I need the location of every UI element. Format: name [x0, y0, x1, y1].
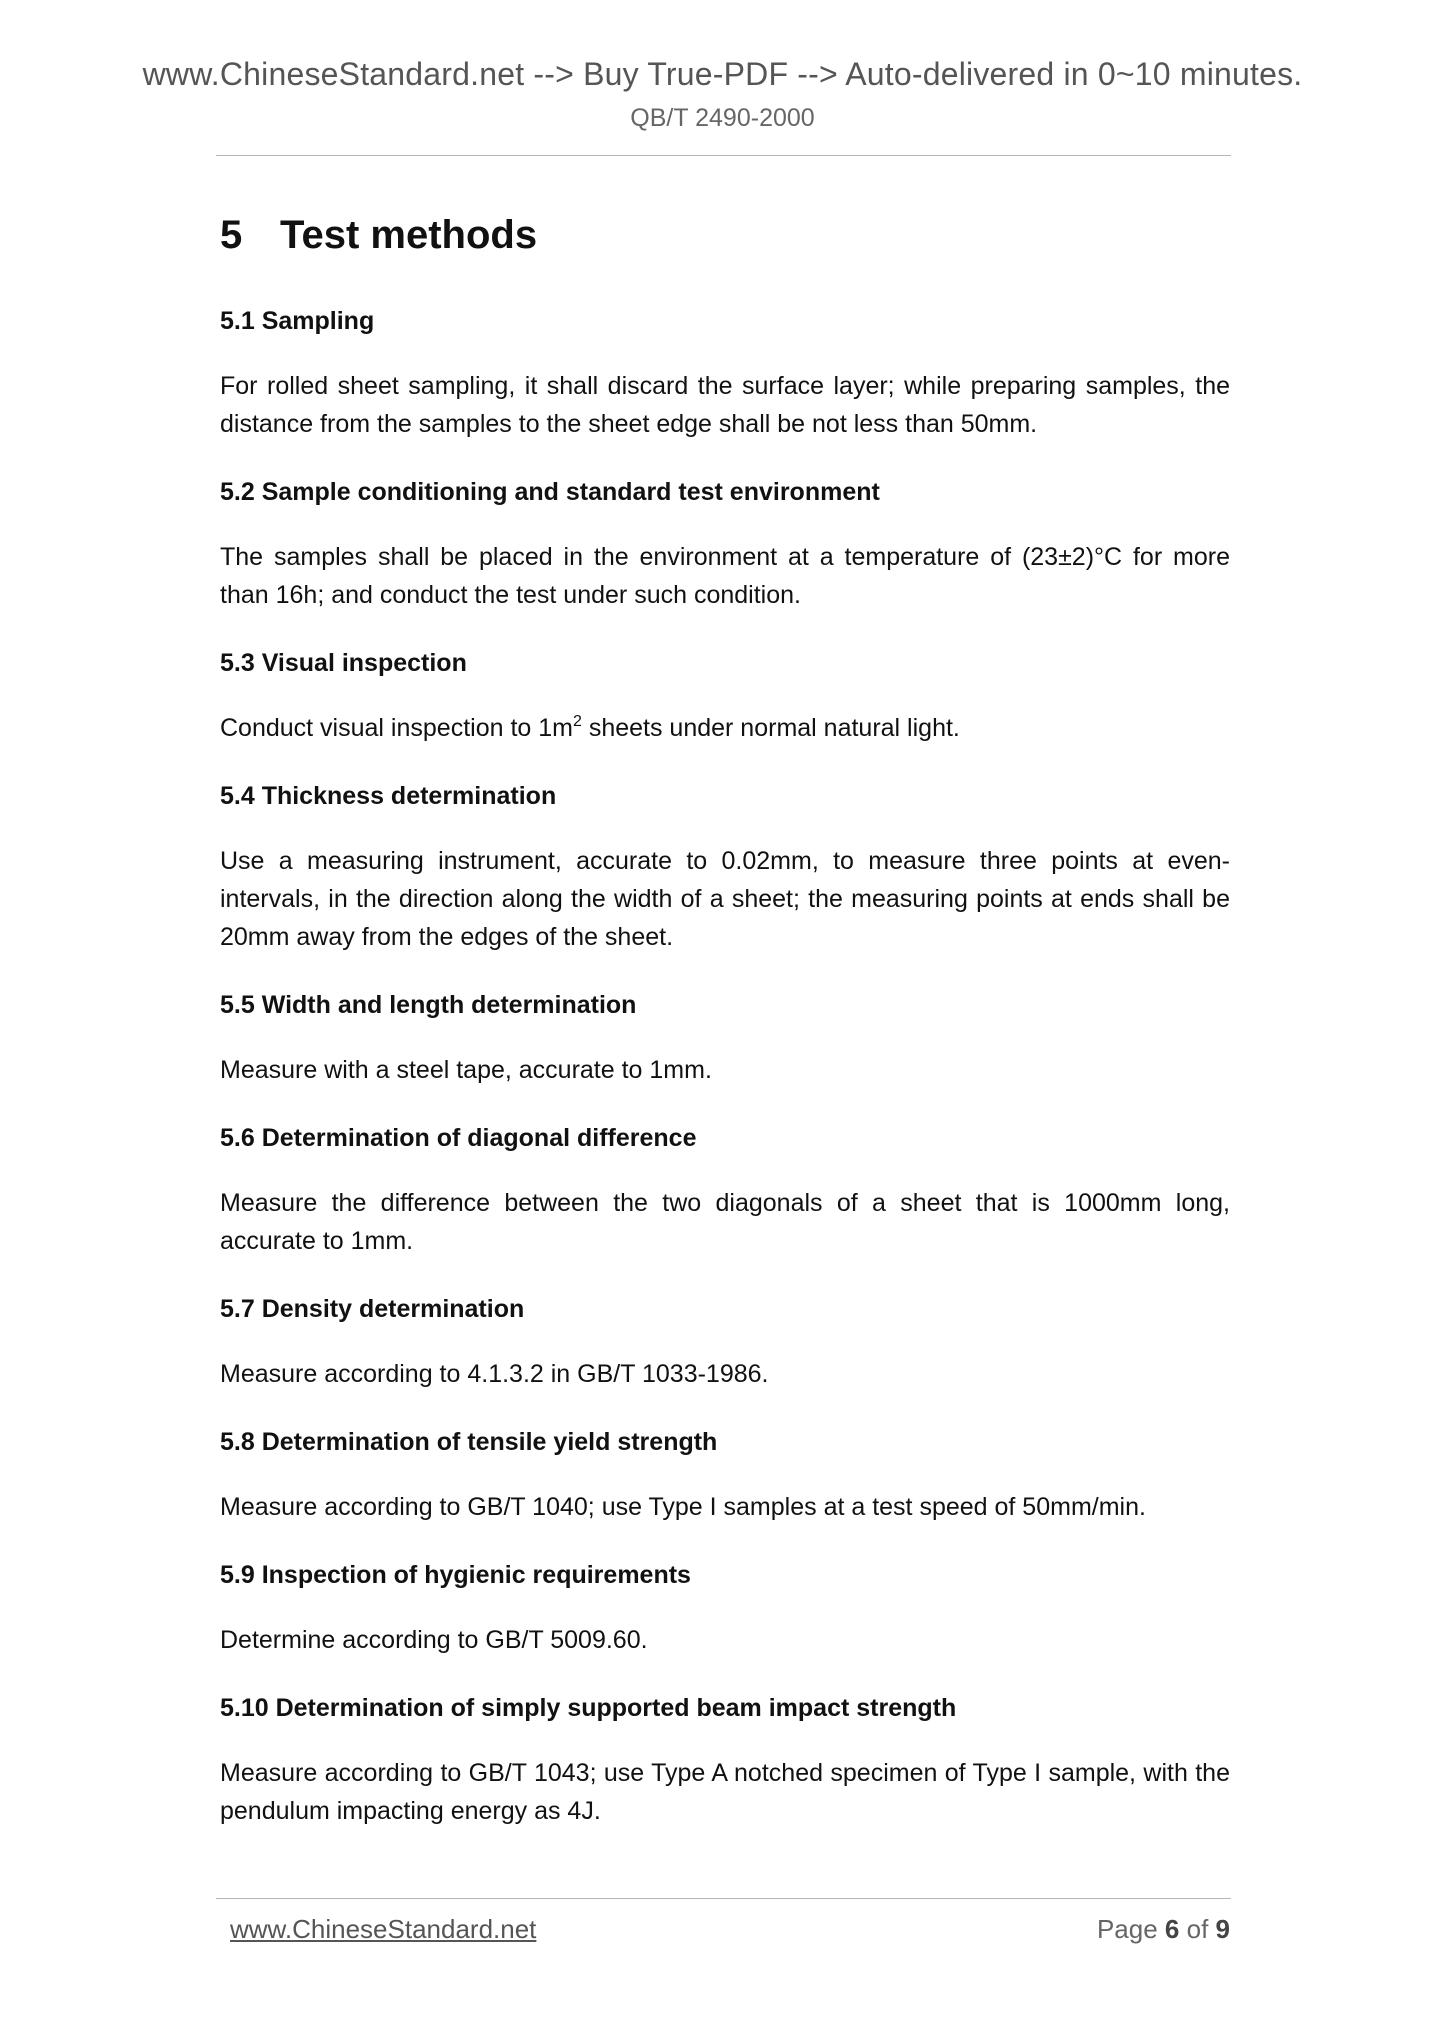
body-text: Conduct visual inspection to 1m: [220, 714, 573, 742]
section-title-5-5: 5.5 Width and length determination: [220, 991, 637, 1019]
document-code: QB/T 2490-2000: [630, 104, 815, 132]
page-indicator: [1097, 1914, 1230, 1945]
page-total: 9: [1215, 1914, 1230, 1944]
footer-divider: [216, 1898, 1231, 1899]
section-title-5-1: 5.1 Sampling: [220, 307, 375, 335]
section-title-5-3: 5.3 Visual inspection: [220, 649, 467, 677]
section-body-5-10: Measure according to GB/T 1043; use Type A notched specimen of Type I sample, with the pendulum impacting energy as 4J.: [220, 1759, 1230, 1825]
section-title-5-6: 5.6 Determination of diagonal difference: [220, 1124, 697, 1152]
section-body-5-6: Measure the difference between the two diagonals of a sheet that is 1000mm long, accurate to 1mm.: [220, 1189, 1230, 1255]
section-body-5-7: Measure according to 4.1.3.2 in GB/T 1033-1986.: [220, 1360, 769, 1388]
section-body-5-5: Measure with a steel tape, accurate to 1mm.: [220, 1056, 712, 1084]
footer-website-link[interactable]: www.ChineseStandard.net: [230, 1914, 537, 1944]
section-title-5-10: 5.10 Determination of simply supported beam impact strength: [220, 1694, 957, 1722]
page-of: of: [1186, 1914, 1209, 1944]
superscript: 2: [572, 713, 582, 730]
section-body-5-9: Determine according to GB/T 5009.60.: [220, 1626, 648, 1654]
header-banner[interactable]: www.ChineseStandard.net --> Buy True-PDF --> Auto-delivered in 0~10 minutes.: [142, 56, 1303, 92]
page-current: 6: [1164, 1914, 1180, 1944]
section-body-5-1: For rolled sheet sampling, it shall discard the surface layer; while preparing samples, the distance from the samples to the sheet edge shall be not less than 50mm.: [220, 372, 1230, 438]
body-text: sheets under normal natural light.: [581, 714, 960, 742]
section-title-5-7: 5.7 Density determination: [220, 1295, 525, 1323]
page-content: [220, 213, 1230, 1860]
section-body-5-2: The samples shall be placed in the environment at a temperature of (23±2)°C for more than 16h; and conduct the test under such condition.: [220, 543, 1230, 609]
chapter-number: 5: [220, 213, 243, 257]
page-word: Page: [1096, 1914, 1158, 1944]
chapter-heading: [220, 213, 1230, 258]
section-body-5-3: [220, 709, 1230, 747]
section-title-5-2: 5.2 Sample conditioning and standard test environment: [220, 478, 880, 506]
section-body-5-4: Use a measuring instrument, accurate to 0.02mm, to measure three points at even-intervals, in the direction along the width of a sheet; the measuring points at ends shall be 20mm away from the edges of the sheet.: [220, 847, 1230, 951]
section-body-5-8: Measure according to GB/T 1040; use Type I samples at a test speed of 50mm/min.: [220, 1493, 1146, 1521]
header-divider: [216, 155, 1231, 156]
section-title-5-8: 5.8 Determination of tensile yield strength: [220, 1428, 718, 1456]
chapter-title: Test methods: [280, 213, 538, 257]
section-title-5-9: 5.9 Inspection of hygienic requirements: [220, 1561, 691, 1589]
section-title-5-4: 5.4 Thickness determination: [220, 782, 557, 810]
